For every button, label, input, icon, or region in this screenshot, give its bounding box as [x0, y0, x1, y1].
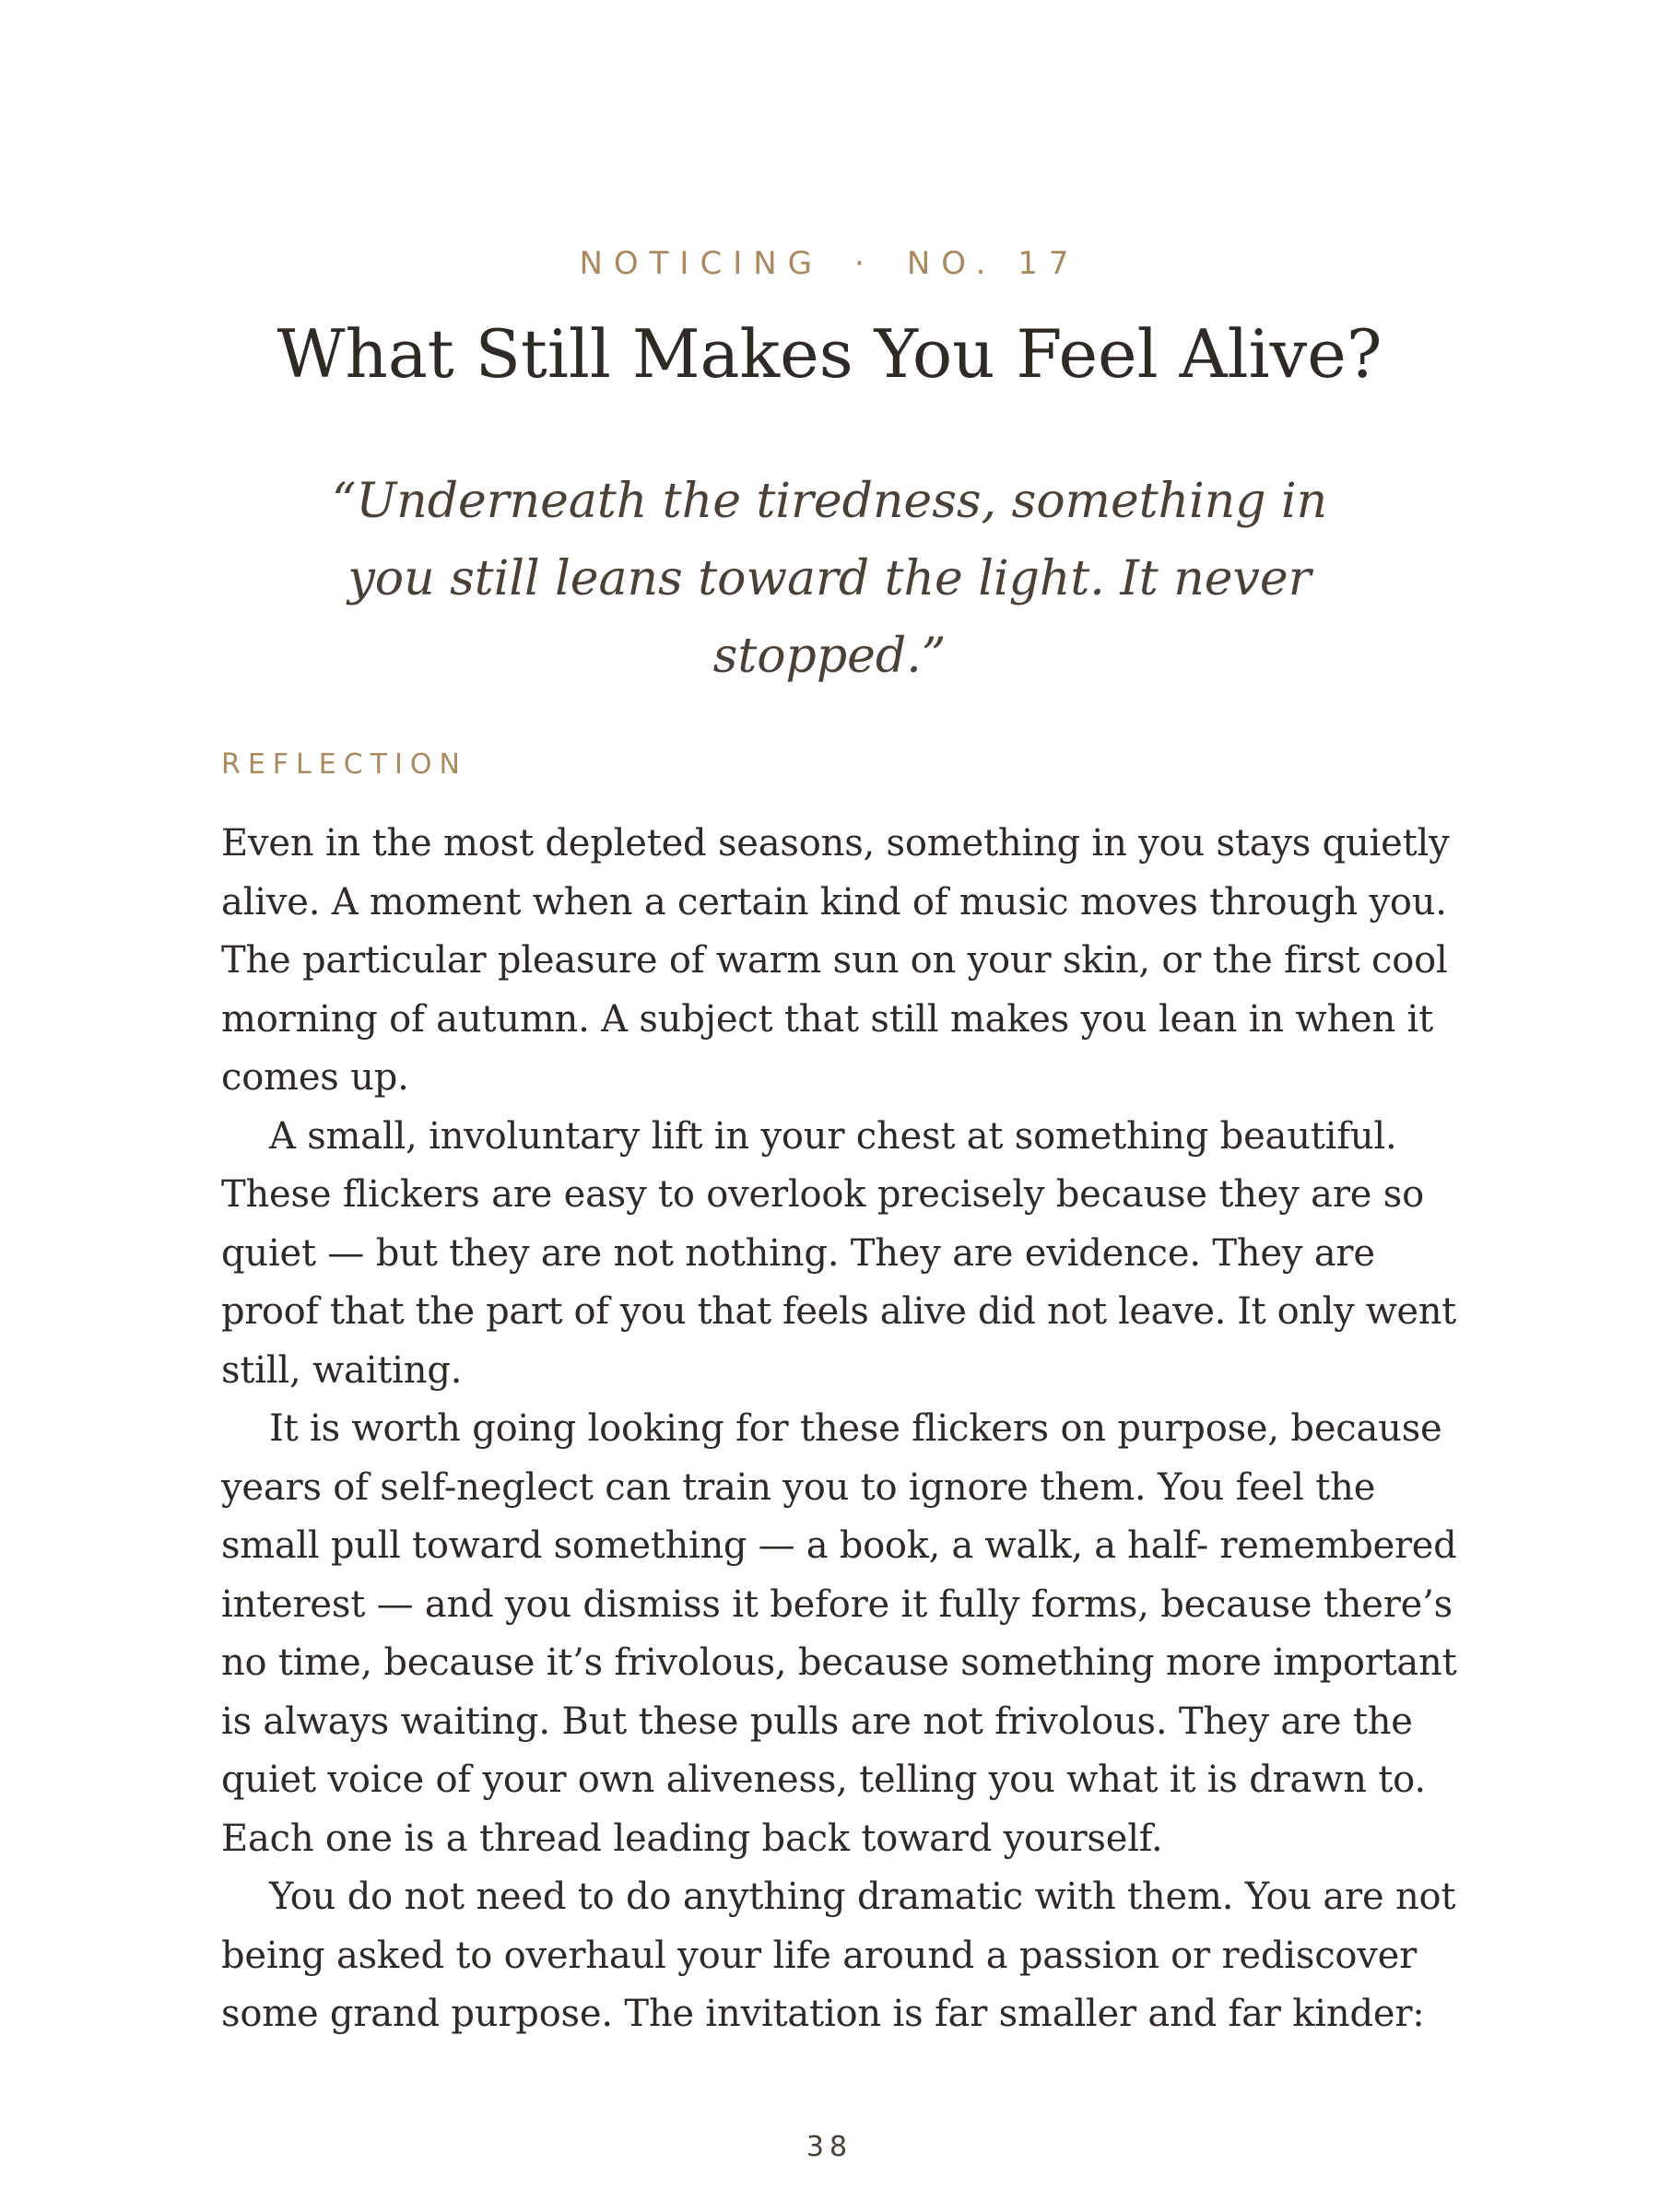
body-line: years of self-neglect can train you to ignore them. You feel the	[221, 1465, 1376, 1509]
body-line: some grand purpose. The invitation is far smaller and far kinder:	[221, 1993, 1425, 2035]
body-line: comes up.	[221, 1056, 409, 1099]
kicker-section: NOTICING	[579, 245, 824, 282]
quote-line: you still leans toward the light. It never	[347, 551, 1312, 606]
body-line: A small, involuntary lift in your chest at something beautiful.	[269, 1114, 1397, 1158]
body-line: It is worth going looking for these flickers on purpose, because	[269, 1407, 1442, 1450]
body-line: alive. A moment when a certain kind of music moves through you.	[221, 880, 1447, 924]
body-line: The particular pleasure of warm sun on your skin, or the first cool	[221, 939, 1448, 982]
body-line: interest — and you dismiss it before it fully forms, because there’s	[221, 1583, 1453, 1626]
body-line: proof that the part of you that feels alive did not leave. It only went	[221, 1290, 1456, 1333]
body-line: being asked to overhaul your life around a passion or rediscover	[221, 1934, 1418, 1977]
body-line: small pull toward something — a book, a walk, a half- remembered	[221, 1524, 1457, 1567]
chapter-kicker	[0, 245, 1659, 282]
body-line: Each one is a thread leading back toward yourself.	[221, 1817, 1163, 1860]
body-line: You do not need to do anything dramatic with them. You are not	[269, 1876, 1456, 1918]
kicker-separator: ·	[854, 245, 876, 282]
body-line: no time, because it’s frivolous, because something more important	[221, 1641, 1457, 1684]
page-title: What Still Makes You Feel Alive?	[276, 315, 1382, 393]
quote-line: “Underneath the tiredness, something in	[331, 474, 1328, 529]
epigraph-quote	[313, 463, 1346, 695]
body-line: still, waiting.	[221, 1348, 463, 1392]
quote-line: stopped.”	[712, 629, 947, 684]
body-line: morning of autumn. A subject that still makes you lean in when it	[221, 997, 1434, 1041]
kicker-number: NO. 17	[906, 245, 1080, 282]
page-number: 38	[806, 2131, 853, 2163]
body-text	[221, 815, 1456, 2044]
body-line: These flickers are easy to overlook precisely because they are so	[221, 1173, 1424, 1216]
body-line: is always waiting. But these pulls are not frivolous. They are the	[221, 1700, 1413, 1743]
section-label: REFLECTION	[221, 748, 467, 781]
body-line: quiet voice of your own aliveness, telling you what it is drawn to.	[221, 1759, 1426, 1801]
body-line: quiet — but they are not nothing. They are evidence. They are	[221, 1231, 1375, 1275]
body-line: Even in the most depleted seasons, something in you stays quietly	[221, 822, 1450, 865]
